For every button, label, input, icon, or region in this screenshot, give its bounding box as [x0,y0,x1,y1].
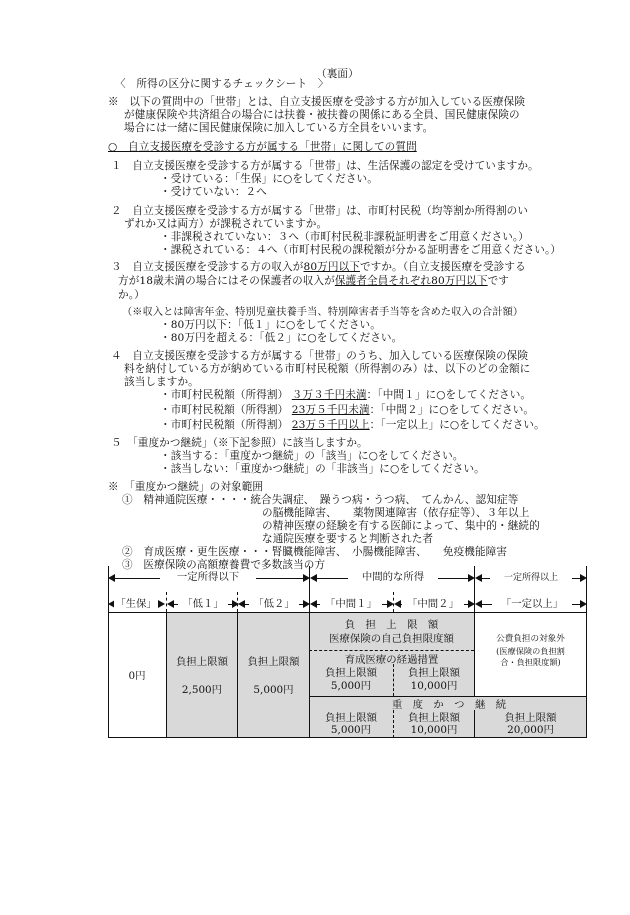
hdr-vline-band-2 [474,566,475,612]
q4-option-2-amount: 23万５千円未満 [291,404,370,416]
q4-option-2 [160,404,534,417]
juudo-mid1-value: 5,000円 [330,724,372,736]
q2-text-1: ２ 自立支援医療を受診する方が属する「世帯」は、市町村民税（均等割か所得割のい [111,205,529,217]
col-mid2: 「中間２」 [402,598,464,610]
q3-text-2a: 方が18歳未満の場合にはその保護者の収入が [118,275,335,287]
arrow-col-low2-left [238,600,245,608]
section-title: ○ 自立支援医療を受診する方が属する「世帯」に関しての質問 [108,141,417,153]
col-low1: 「低１」 [178,598,228,610]
mid-top-line-2: 医療保険の自己負担限度額 [329,633,454,645]
high-line-3: 合・負担限度額) [500,657,561,667]
juudo-mid2-label: 負担上限額 [408,712,460,724]
scope-item-1c: の精神医療の経験を有する医師によって、集中的・継続的 [262,520,540,532]
mid-top-line-1: 負 担 上 限 額 [344,619,439,631]
arrow-col-mid1-left [310,600,317,608]
sheet-title: 〈 所得の区分に関するチェックシート 〉 [115,78,329,90]
hdr-vline-0 [108,566,109,612]
scope-item-1d: な通院医療を要すると判断された者 [262,533,434,545]
q4-text-3: 該当しますか。 [124,376,199,388]
q4-option-1 [160,389,531,402]
col-mid1: 「中間１」 [320,598,382,610]
q3-income-note: （※収入とは障害年金、特別児童扶養手当、特別障害者手当等を含めた収入の合計額） [122,307,524,318]
col-low2: 「低２」 [249,598,299,610]
q3-text-1 [111,261,526,274]
mid-dash-divider [309,650,474,651]
col-seiho: 「生保」 [115,598,157,610]
q3-text-3: か。） [118,289,145,301]
q5-option-yes: ・該当する：「重度かつ継続」の「該当」に○をしてください。 [160,450,464,462]
high-line-2: (医療保険の負担割 [496,646,565,656]
low1-value: 2,500円 [181,684,223,696]
arrow-high-left-head [475,574,482,582]
band-low-label: 一定所得以下 [160,571,256,583]
juudo-top-line [309,696,586,697]
note-line-2: が健康保険や共済組合の場合には扶養・被扶養の関係にある全員、国民健康保険の [124,109,520,121]
scope-item-3: ③ 医療保険の高額療養費で多数該当の方 [122,559,326,571]
ikusei-mid1-value: 5,000円 [330,680,372,692]
body-bottom-line [108,737,586,738]
q3-text-1-underline: 80万円以下 [303,261,360,273]
q3-text-2 [118,275,509,288]
q4-text-1: ４ 自立支援医療を受診する方が属する「世帯」のうち、加入している医療保険の保険 [111,350,529,362]
page-side-label: （裏面） [316,68,359,80]
q4-text-2: 料を納付している方が納めている市町村民税額（所得割のみ）は、以下のどの金額に [124,363,531,375]
juudo-title: 重 度 か つ 継 続 [391,699,507,711]
juudo-high-label: 負担上限額 [504,712,557,724]
body-vline-2 [237,612,238,738]
q3-text-1b: ですか。（自立支援医療を受診する [359,261,526,273]
ikusei-mid1-label: 負担上限額 [325,667,377,679]
ikusei-mid2-value: 10,000円 [410,680,458,692]
q2-option-yes: ・課税されている：４へ（市町村民税の課税額が分かる証明書をご用意ください。） [160,244,562,256]
ikusei-title: 育成医療の経過措置 [344,654,439,666]
q4-option-1a: ・市町村民税額（所得割） [160,389,289,401]
note-line-1: ※ 以下の質問中の「世帯」とは、自立支援医療を受診する方が加入している医療保険 [108,96,526,108]
q4-option-1-amount: ３万３千円未満 [291,389,367,401]
low-shade [167,612,309,738]
arrow-low-left-head [108,574,115,582]
scope-item-1a: ① 精神通院医療・・・・統合失調症、 躁うつ病・うつ病、 てんかん、認知症等 [122,494,519,506]
q3-text-2-underline: 保護者全員それぞれ80万円以下 [334,275,488,287]
arrow-mid-left-head [310,574,317,582]
ikusei-mid2-label: 負担上限額 [408,667,460,679]
arrow-col-seiho-right [158,600,165,608]
q4-option-2a: ・市町村民税額（所得割） [160,404,289,416]
q2-text-2: ずれか又は両方）が課税されていますか。 [124,218,328,230]
juudo-mid2-value: 10,000円 [410,724,458,736]
q5-text: ５ 「重度かつ継続」（※下記参照）に該当しますか。 [111,437,368,449]
q3-text-2b: です [487,275,509,287]
q3-option-over: ・80万円を超える：「低２」に○をしてください。 [160,332,403,344]
q4-option-3-amount: 23万５千円以上 [291,419,370,431]
band-high-label: 一定所得以上 [490,573,572,583]
q4-option-3b: ：「一定以上」に○をしてください。 [369,419,545,431]
low1-label: 負担上限額 [176,656,228,668]
scope-item-2: ② 育成医療・更生医療・・・腎臓機能障害、 小腸機能障害、 免疫機能障害 [122,546,508,558]
arrow-col-mid2-left [394,600,401,608]
arrow-col-high-left [475,600,482,608]
body-vline-1 [166,612,167,738]
q3-text-1a: ３ 自立支援医療を受診する方の収入が [111,261,304,273]
hdr-vline-end [586,566,587,612]
q3-option-under: ・80万円以下：「低１」に○をしてください。 [160,319,381,331]
q4-option-3a: ・市町村民税額（所得割） [160,419,289,431]
arrow-col-low1-left [167,600,174,608]
body-top-line [108,612,586,613]
juudo-mid1-label: 負担上限額 [325,712,377,724]
hdr-dash-1 [166,592,167,612]
scope-item-1b: の脳機能障害、 薬物関連障害（依存症等）、３年以上 [262,507,530,519]
low2-label: 負担上限額 [247,656,300,668]
q4-option-3 [160,419,545,432]
q1-option-no: ・受けていない：２へ [160,186,267,198]
hdr-vline-band-1 [309,566,310,612]
low2-value: 5,000円 [253,684,294,696]
q2-option-no: ・非課税されていない：３へ（市町村民税非課税証明書をご用意ください。） [160,231,529,243]
high-line-1: 公費負担の対象外 [496,634,565,644]
income-category-table [108,566,587,738]
q1-option-yes: ・受けている：「生保」に○をしてください。 [160,173,378,185]
band-mid-label: 中間的な所得 [348,571,438,583]
q1-text: １ 自立支援医療を受診する方が属する「世帯」は、生活保護の認定を受けていますか。 [111,160,539,172]
q4-option-1b: ：「中間１」に○をしてください。 [366,389,532,401]
q4-option-2b: ：「中間２」に○をしてください。 [369,404,535,416]
juudo-high-value: 20,000円 [507,724,554,736]
scope-title: ※ 「重度かつ継続」の対象範囲 [108,481,264,493]
seiho-value: 0円 [128,670,146,682]
hdr-dash-3 [393,592,394,612]
hdr-dash-2 [237,592,238,612]
q5-option-no: ・該当しない：「重度かつ継続」の「非該当」に○をしてください。 [160,463,485,475]
body-vline-5 [586,612,587,738]
note-line-3: 場合には一緒に国民健康保険に加入している方全員をいいます。 [124,122,434,134]
col-high: 「一定以上」 [492,598,572,610]
